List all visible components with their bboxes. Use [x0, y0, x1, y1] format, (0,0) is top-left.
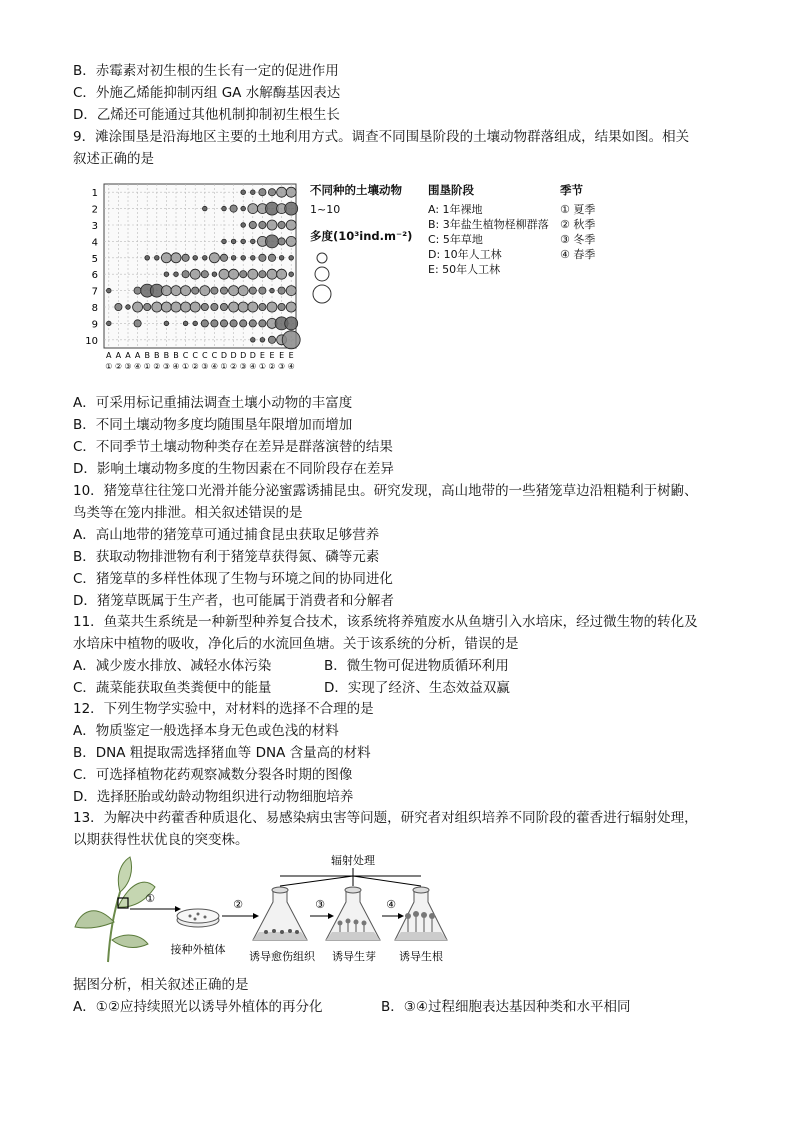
- data-bubble: [181, 302, 191, 312]
- x-tick-label: B: [154, 351, 160, 360]
- legend-size-circles: [310, 248, 340, 308]
- data-bubble: [259, 303, 266, 310]
- q13-stem-1: 13．为解决中药藿香种质退化、易感染病虫害等问题，研究者对组织培养不同阶段的藿香进行辐射处理，: [73, 810, 698, 826]
- data-bubble: [259, 287, 266, 294]
- data-bubble: [220, 320, 227, 327]
- data-bubble: [164, 321, 169, 326]
- label-explant: 接种外植体: [170, 943, 226, 956]
- data-bubble: [231, 256, 236, 261]
- data-bubble: [278, 303, 285, 310]
- y-tick-label: 8: [91, 303, 98, 314]
- data-bubble: [289, 256, 294, 261]
- data-bubble: [229, 286, 239, 296]
- data-bubble: [229, 269, 239, 279]
- legend-species-title: 不同种的土壤动物: [310, 183, 402, 197]
- q10-stem-1: 10．猪笼草往往笼口光滑并能分泌蜜露诱捕昆虫。研究发现，高山地带的一些猪笼草边沿粗糙利于树鼩、: [73, 483, 698, 499]
- y-tick-label: 6: [91, 270, 98, 282]
- q11-stem-1: 11．鱼菜共生系统是一种新型种养复合技术，该系统将养殖废水从鱼塘引入水培床，经过微生物的转化及: [73, 614, 698, 630]
- q11-option-d: D．实现了经济、生态效益双赢: [324, 680, 510, 696]
- legend-species-range: 1~10: [310, 203, 341, 216]
- q8-option-c: C．外施乙烯能抑制丙组 GA 水解酶基因表达: [73, 85, 341, 101]
- data-bubble: [107, 321, 112, 326]
- data-bubble: [164, 272, 169, 277]
- y-tick-label: 7: [91, 286, 98, 298]
- legend-stage-c: C: 5年草地: [428, 233, 483, 246]
- x-tick-label: A: [134, 351, 141, 360]
- data-bubble: [267, 302, 277, 312]
- data-bubble: [266, 235, 279, 248]
- data-bubble: [183, 321, 188, 326]
- x-tick-label: E: [259, 351, 265, 360]
- data-bubble: [211, 320, 218, 327]
- y-tick-label: 2: [91, 204, 98, 216]
- data-bubble: [279, 256, 284, 261]
- data-bubble: [259, 320, 266, 327]
- q9-stem-2: 叙述正确的是: [73, 151, 154, 167]
- legend-season-2: ② 秋季: [560, 218, 596, 231]
- data-bubble: [278, 238, 285, 245]
- x-tick-season: ③: [162, 362, 170, 371]
- data-bubble: [212, 272, 217, 277]
- data-bubble: [220, 254, 227, 261]
- data-bubble: [145, 256, 150, 261]
- data-bubble: [259, 221, 266, 228]
- q11-stem-2: 水培床中植物的吸收，净化后的水流回鱼塘。关于该系统的分析，错误的是: [73, 636, 519, 652]
- q9-option-a: A．可采用标记重捕法调查土壤小动物的丰富度: [73, 395, 353, 411]
- data-bubble: [267, 220, 277, 230]
- data-bubble: [285, 202, 298, 215]
- data-bubble: [203, 256, 208, 261]
- data-bubble: [289, 272, 294, 277]
- data-bubble: [268, 254, 275, 261]
- x-tick-season: ③: [278, 362, 286, 371]
- x-tick-label: D: [249, 351, 256, 360]
- q11-option-a: A．减少废水排放、减轻水体污染: [73, 658, 272, 674]
- q10-option-b: B．获取动物排泄物有利于猪笼草获得氮、磷等元素: [73, 549, 380, 565]
- x-tick-label: A: [106, 351, 112, 360]
- data-bubble: [268, 189, 275, 196]
- data-bubble: [115, 303, 122, 310]
- y-tick-label: 9: [91, 319, 98, 331]
- data-bubble: [203, 206, 208, 211]
- q13-option-a: A．①②应持续照光以诱导外植体的再分化: [73, 999, 323, 1015]
- x-tick-season: ④: [210, 362, 218, 371]
- data-bubble: [230, 205, 237, 212]
- legend-stage-a: A: 1年裸地: [428, 203, 483, 216]
- data-bubble: [286, 220, 296, 230]
- data-bubble: [248, 204, 258, 214]
- q12-option-c: C．可选择植物花药观察减数分裂各时期的图像: [73, 767, 353, 783]
- label-callus: 诱导愈伤组织: [249, 950, 315, 963]
- data-bubble: [286, 187, 296, 197]
- data-bubble: [241, 223, 246, 228]
- label-shoot: 诱导生芽: [332, 950, 376, 963]
- label-root: 诱导生根: [399, 950, 443, 963]
- data-bubble: [201, 320, 208, 327]
- data-bubble: [248, 269, 258, 279]
- flask-callus: [253, 887, 307, 940]
- q9-stem-1: 9．滩涂围垦是沿海地区主要的土地利用方式。调查不同围垦阶段的土壤动物群落组成，结果如图。相关: [73, 129, 690, 145]
- q11-option-b: B．微生物可促进物质循环利用: [324, 658, 509, 674]
- data-bubble: [126, 305, 131, 310]
- x-tick-label: A: [115, 351, 122, 360]
- q10-stem-2: 鸟类等在笼内排泄。相关叙述错误的是: [73, 505, 303, 521]
- data-bubble: [241, 256, 246, 261]
- step-3-label: ③: [315, 898, 325, 911]
- data-bubble: [190, 302, 200, 312]
- x-tick-label: C: [182, 351, 189, 360]
- x-tick-label: E: [288, 351, 294, 360]
- data-bubble: [161, 286, 171, 296]
- x-tick-season: ②: [268, 362, 276, 371]
- bubble-chart: [80, 178, 305, 383]
- legend-stage-title: 围垦阶段: [428, 183, 474, 197]
- data-bubble: [161, 302, 171, 312]
- x-tick-label: A: [125, 351, 131, 360]
- data-bubble: [238, 286, 248, 296]
- data-bubble: [133, 302, 143, 312]
- q10-option-a: A．高山地带的猪笼草可通过捕食昆虫获取足够营养: [73, 527, 380, 543]
- data-bubble: [201, 303, 208, 310]
- data-bubble: [277, 269, 287, 279]
- data-bubble: [267, 269, 277, 279]
- data-bubble: [182, 254, 189, 261]
- data-bubble: [282, 331, 300, 349]
- legend-season-4: ④ 春季: [560, 248, 596, 261]
- q9-option-b: B．不同土壤动物多度均随围垦年限增加而增加: [73, 417, 353, 433]
- data-bubble: [248, 302, 258, 312]
- x-tick-label: C: [211, 351, 218, 360]
- x-tick-label: B: [144, 351, 150, 360]
- data-bubble: [259, 189, 266, 196]
- x-tick-season: ②: [153, 362, 161, 371]
- data-bubble: [171, 286, 181, 296]
- data-bubble: [190, 269, 200, 279]
- data-bubble: [259, 254, 266, 261]
- data-bubble: [192, 287, 199, 294]
- step-2-label: ②: [233, 898, 243, 911]
- data-bubble: [161, 253, 171, 263]
- data-bubble: [211, 287, 218, 294]
- data-bubble: [249, 287, 256, 294]
- flask-shoot: [326, 887, 380, 940]
- data-bubble: [193, 321, 198, 326]
- data-bubble: [270, 288, 275, 293]
- x-tick-season: ③: [201, 362, 209, 371]
- q12-option-a: A．物质鉴定一般选择本身无色或色浅的材料: [73, 723, 339, 739]
- q9-option-c: C．不同季节土壤动物种类存在差异是群落演替的结果: [73, 439, 393, 455]
- data-bubble: [241, 190, 246, 195]
- x-tick-season: ①: [258, 362, 266, 371]
- x-tick-label: C: [202, 351, 208, 360]
- data-bubble: [240, 271, 247, 278]
- data-bubble: [229, 302, 239, 312]
- q12-option-b: B．DNA 粗提取需选择猪血等 DNA 含量高的材料: [73, 745, 371, 761]
- legend-stage-d: D: 10年人工林: [428, 248, 502, 261]
- x-tick-label: C: [192, 351, 198, 360]
- data-bubble: [251, 190, 256, 195]
- data-bubble: [134, 287, 141, 294]
- data-bubble: [219, 269, 229, 279]
- x-tick-season: ①: [220, 362, 228, 371]
- petri-dish: [177, 909, 219, 927]
- x-tick-label: D: [230, 351, 237, 360]
- q10-option-c: C．猪笼草的多样性体现了生物与环境之间的协同进化: [73, 571, 393, 587]
- legend-season-3: ③ 冬季: [560, 233, 596, 246]
- data-bubble: [278, 221, 285, 228]
- x-tick-season: ②: [230, 362, 238, 371]
- q12-stem: 12．下列生物学实验中，对材料的选择不合理的是: [73, 701, 374, 717]
- x-tick-label: E: [269, 351, 275, 360]
- data-bubble: [152, 302, 162, 312]
- q8-option-d: D．乙烯还可能通过其他机制抑制初生根生长: [73, 107, 340, 123]
- data-bubble: [201, 271, 208, 278]
- y-tick-label: 3: [91, 221, 98, 232]
- data-bubble: [155, 256, 160, 261]
- x-tick-season: ④: [172, 362, 180, 371]
- data-bubble: [286, 302, 296, 312]
- x-tick-season: ①: [182, 362, 190, 371]
- y-tick-label: 5: [91, 253, 98, 265]
- data-bubble: [174, 272, 179, 277]
- data-bubble: [230, 320, 237, 327]
- data-bubble: [231, 239, 236, 244]
- data-bubble: [171, 302, 181, 312]
- data-bubble: [268, 336, 275, 343]
- x-tick-season: ②: [114, 362, 122, 371]
- x-tick-label: D: [220, 351, 228, 360]
- data-bubble: [193, 256, 198, 261]
- data-bubble: [144, 303, 151, 310]
- step-1-label: ①: [145, 892, 155, 905]
- data-bubble: [211, 303, 218, 310]
- radiation-label: 辐射处理: [331, 854, 375, 867]
- flask-root: [395, 887, 447, 940]
- step-4-label: ④: [386, 898, 396, 911]
- data-bubble: [251, 338, 256, 343]
- data-bubble: [260, 338, 265, 343]
- q12-option-d: D．选择胚胎或幼龄动物组织进行动物细胞培养: [73, 789, 354, 805]
- data-bubble: [241, 206, 246, 211]
- q13-option-b: B．③④过程细胞表达基因种类和水平相同: [381, 999, 631, 1015]
- data-bubble: [238, 302, 248, 312]
- q13-stem-2: 以期获得性状优良的突变株。: [73, 832, 249, 848]
- data-bubble: [286, 236, 296, 246]
- data-bubble: [171, 253, 181, 263]
- data-bubble: [107, 288, 112, 293]
- data-bubble: [222, 239, 227, 244]
- x-tick-season: ③: [124, 362, 132, 371]
- x-tick-label: E: [279, 351, 285, 360]
- data-bubble: [286, 286, 296, 296]
- data-bubble: [251, 239, 256, 244]
- q9-option-d: D．影响土壤动物多度的生物因素在不同阶段存在差异: [73, 461, 394, 477]
- data-bubble: [220, 287, 227, 294]
- tissue-culture-diagram: [70, 852, 450, 970]
- x-tick-season: ③: [239, 362, 247, 371]
- x-tick-label: B: [163, 351, 170, 360]
- data-bubble: [277, 187, 287, 197]
- data-bubble: [182, 271, 189, 278]
- y-tick-label: 10: [85, 335, 98, 347]
- data-bubble: [220, 303, 227, 310]
- x-tick-season: ④: [287, 362, 295, 371]
- data-bubble: [285, 317, 298, 330]
- x-tick-season: ④: [249, 362, 257, 371]
- q10-option-d: D．猪笼草既属于生产者，也可能属于消费者和分解者: [73, 593, 394, 609]
- data-bubble: [222, 206, 227, 211]
- legend-stage-b: B: 3年盐生植物柽柳群落: [428, 218, 549, 231]
- legend-season-1: ① 夏季: [560, 203, 596, 216]
- data-bubble: [134, 320, 141, 327]
- legend-size-title: 多度(10³ind.m⁻²): [310, 229, 413, 243]
- x-tick-season: ①: [143, 362, 151, 371]
- data-bubble: [259, 271, 266, 278]
- x-tick-season: ②: [191, 362, 199, 371]
- data-bubble: [209, 253, 219, 263]
- data-bubble: [278, 287, 285, 294]
- y-tick-label: 1: [91, 188, 98, 200]
- x-tick-season: ④: [134, 362, 142, 371]
- data-bubble: [200, 286, 210, 296]
- data-bubble: [241, 239, 246, 244]
- x-tick-label: B: [173, 351, 179, 360]
- x-tick-label: D: [240, 351, 247, 360]
- data-bubble: [181, 286, 191, 296]
- q11-option-c: C．蔬菜能获取鱼类粪便中的能量: [73, 680, 272, 696]
- data-bubble: [251, 256, 256, 261]
- data-bubble: [249, 221, 256, 228]
- legend-season-title: 季节: [560, 183, 583, 197]
- data-bubble: [249, 320, 256, 327]
- q8-option-b: B．赤霉素对初生根的生长有一定的促进作用: [73, 63, 339, 79]
- y-tick-label: 4: [91, 237, 98, 249]
- q13-stem-3: 据图分析，相关叙述正确的是: [73, 977, 249, 993]
- data-bubble: [240, 320, 247, 327]
- legend-stage-e: E: 50年人工林: [428, 263, 501, 276]
- x-tick-season: ①: [105, 362, 113, 371]
